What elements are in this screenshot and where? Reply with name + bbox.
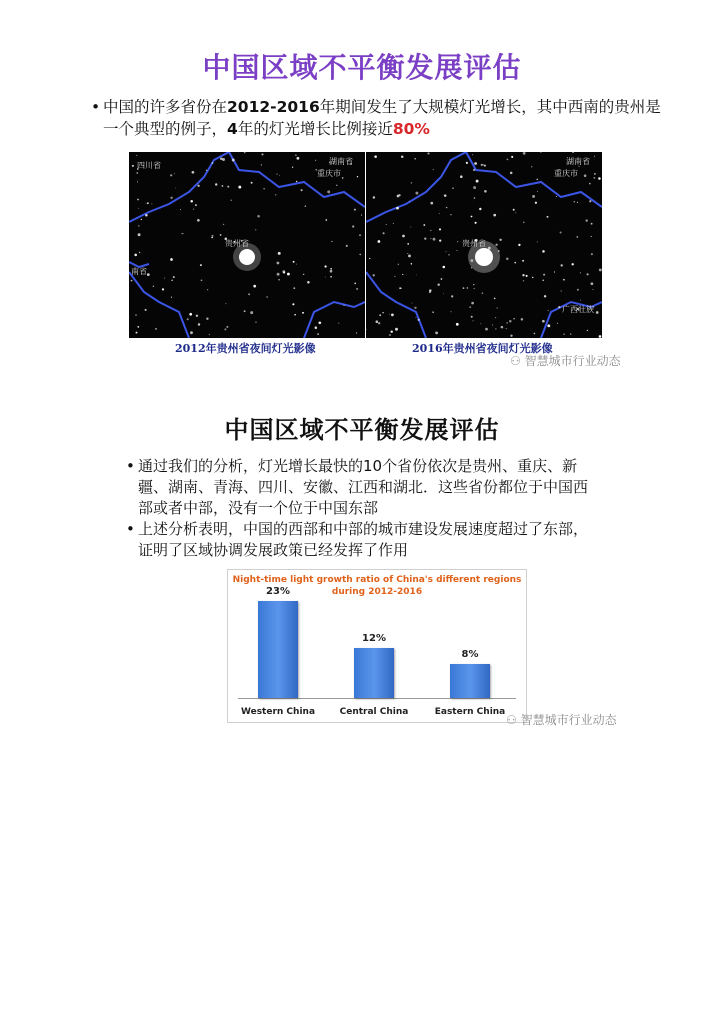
data-label: 23% — [266, 586, 290, 598]
bullet-text: 年的灯光增长比例接近 — [237, 120, 393, 138]
bullet-text: 中国的许多省份在 — [103, 98, 228, 116]
bullet-four: 4 — [227, 120, 238, 138]
watermark-text: 智慧城市行业动态 — [524, 354, 621, 368]
svg-text:重庆市: 重庆市 — [554, 169, 578, 178]
bullet-text: 年期间发生了大规模灯光增长，其中西南的贵州是一个典型的例子， — [103, 98, 661, 138]
category-label: Central China — [339, 707, 409, 717]
svg-text:湖南省: 湖南省 — [566, 157, 590, 166]
svg-text:四川省: 四川省 — [137, 161, 161, 170]
map-2012-svg — [129, 152, 365, 338]
svg-text:湖南省: 湖南省 — [329, 157, 353, 166]
bar-central-china — [354, 648, 394, 698]
bullet-dot: • — [126, 520, 135, 538]
section1-bullet — [91, 96, 663, 140]
svg-text:南省: 南省 — [131, 267, 147, 276]
map-2016-svg — [366, 152, 602, 338]
watermark — [506, 711, 617, 728]
watermark-text: 智慧城市行业动态 — [520, 713, 617, 727]
section1-title: 中国区域不平衡发展评估 — [202, 51, 522, 84]
bar-western-china — [258, 601, 298, 698]
x-axis-line — [238, 698, 516, 699]
bullet-dot: • — [91, 98, 101, 116]
bullet-text: 上述分析表明，中国的西部和中部的城市建设发展速度超过了东部，证明了区域协调发展政策已经发挥了作用 — [138, 520, 589, 559]
svg-text:贵州省: 贵州省 — [225, 239, 249, 248]
section2-bullet-2 — [126, 519, 589, 561]
wechat-icon: ⚇ — [510, 354, 525, 368]
map-caption-2012: 2012年贵州省夜间灯光影像 — [175, 342, 316, 355]
bar-eastern-china — [450, 664, 490, 698]
wechat-icon: ⚇ — [506, 713, 521, 727]
category-label: Western China — [240, 707, 316, 717]
bullet-text: 通过我们的分析，灯光增长最快的10个省份依次是贵州、重庆、新疆、湖南、青海、四川、安徽、江西和湖北．这些省份都位于中国西部或者中部，没有一个位于中国东部 — [138, 457, 589, 517]
section2-bullet-1 — [126, 456, 589, 519]
watermark — [510, 352, 621, 369]
bullet-years: 2012-2016 — [227, 98, 320, 116]
svg-text:贵州省: 贵州省 — [462, 239, 486, 248]
svg-text:重庆市: 重庆市 — [317, 169, 341, 178]
section2-title: 中国区域不平衡发展评估 — [224, 416, 500, 444]
bullet-dot: • — [126, 457, 135, 475]
data-label: 8% — [461, 649, 479, 661]
map-caption-2016: 2016年贵州省夜间灯光影像 — [412, 342, 553, 355]
data-label: 12% — [362, 632, 386, 644]
night-light-map-2016 — [366, 152, 602, 338]
category-label: Eastern China — [434, 707, 506, 717]
bullet-highlight-percent: 80% — [392, 120, 430, 138]
svg-text:广西壮族: 广西壮族 — [562, 305, 594, 314]
growth-ratio-chart — [227, 569, 527, 723]
night-light-map-2012 — [129, 152, 365, 338]
chart-title: Night-time light growth ratio of China's different regions during 2012-2016 — [232, 575, 522, 597]
